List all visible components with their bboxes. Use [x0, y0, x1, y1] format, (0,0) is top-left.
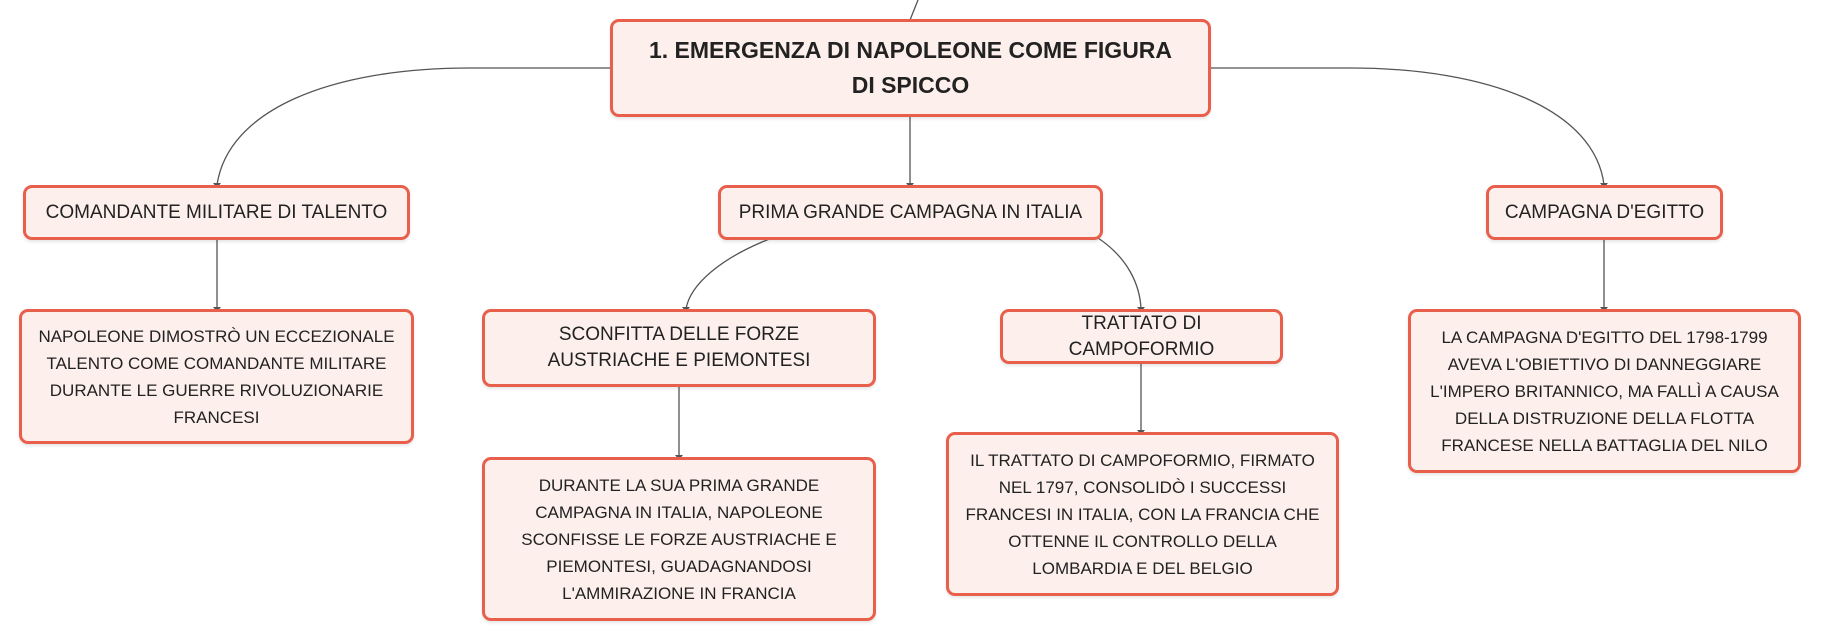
subbranch-node-treaty[interactable]: [1000, 309, 1283, 364]
subbranch-label: TRATTATO DI CAMPOFORMIO: [1068, 312, 1215, 360]
subbranch-label: SCONFITTA DELLE FORZE AUSTRIACHE E PIEMONTESI: [547, 324, 811, 371]
leaf-label: DURANTE LA SUA PRIMA GRANDE CAMPAGNA IN ITALIA, NAPOLEONE SCONFISSE LE FORZE AUSTRIACHE E PIEMONTESI, GUADAGNANDOSI L'AMMIRAZIONE IN FRANCIA: [521, 475, 837, 603]
branch-node-italy[interactable]: [718, 185, 1103, 240]
connector-italy-to-defeat: [686, 238, 772, 309]
leaf-node-commander-detail[interactable]: [19, 309, 414, 444]
connector-italy-to-treaty: [1098, 238, 1141, 309]
root-node[interactable]: [610, 19, 1211, 117]
leaf-node-egypt-detail[interactable]: [1408, 309, 1801, 473]
leaf-node-treaty-detail[interactable]: [946, 432, 1339, 596]
root-label: 1. EMERGENZA DI NAPOLEONE COME FIGURA DI SPICCO: [648, 37, 1173, 98]
leaf-label: IL TRATTATO DI CAMPOFORMIO, FIRMATO NEL 1797, CONSOLIDÒ I SUCCESSI FRANCESI IN ITALIA, CON LA FRANCIA CHE OTTENNE IL CONTROLLO DELLA LOMBARDIA E DEL BELGIO: [965, 450, 1320, 578]
connector-root-to-commander: [217, 68, 610, 185]
branch-node-egypt[interactable]: [1486, 185, 1723, 240]
leaf-label: NAPOLEONE DIMOSTRÒ UN ECCEZIONALE TALENTO COME COMANDANTE MILITARE DURANTE LE GUERRE RIVOLUZIONARIE FRANCESI: [38, 326, 395, 427]
leaf-node-defeat-detail[interactable]: [482, 457, 876, 621]
branch-label: CAMPAGNA D'EGITTO: [1504, 201, 1705, 223]
branch-label: PRIMA GRANDE CAMPAGNA IN ITALIA: [738, 201, 1083, 223]
branch-node-commander[interactable]: [23, 185, 410, 240]
leaf-label: LA CAMPAGNA D'EGITTO DEL 1798-1799 AVEVA L'OBIETTIVO DI DANNEGGIARE L'IMPERO BRITANNICO, MA FALLÌ A CAUSA DELLA DISTRUZIONE DELLA FLOTTA FRANCESE NELLA BATTAGLIA DEL NILO: [1430, 327, 1779, 455]
connector-top-offscreen: [910, 0, 918, 20]
branch-label: COMANDANTE MILITARE DI TALENTO: [45, 201, 388, 223]
subbranch-node-defeat[interactable]: [482, 309, 876, 387]
connector-root-to-egypt: [1210, 68, 1604, 185]
